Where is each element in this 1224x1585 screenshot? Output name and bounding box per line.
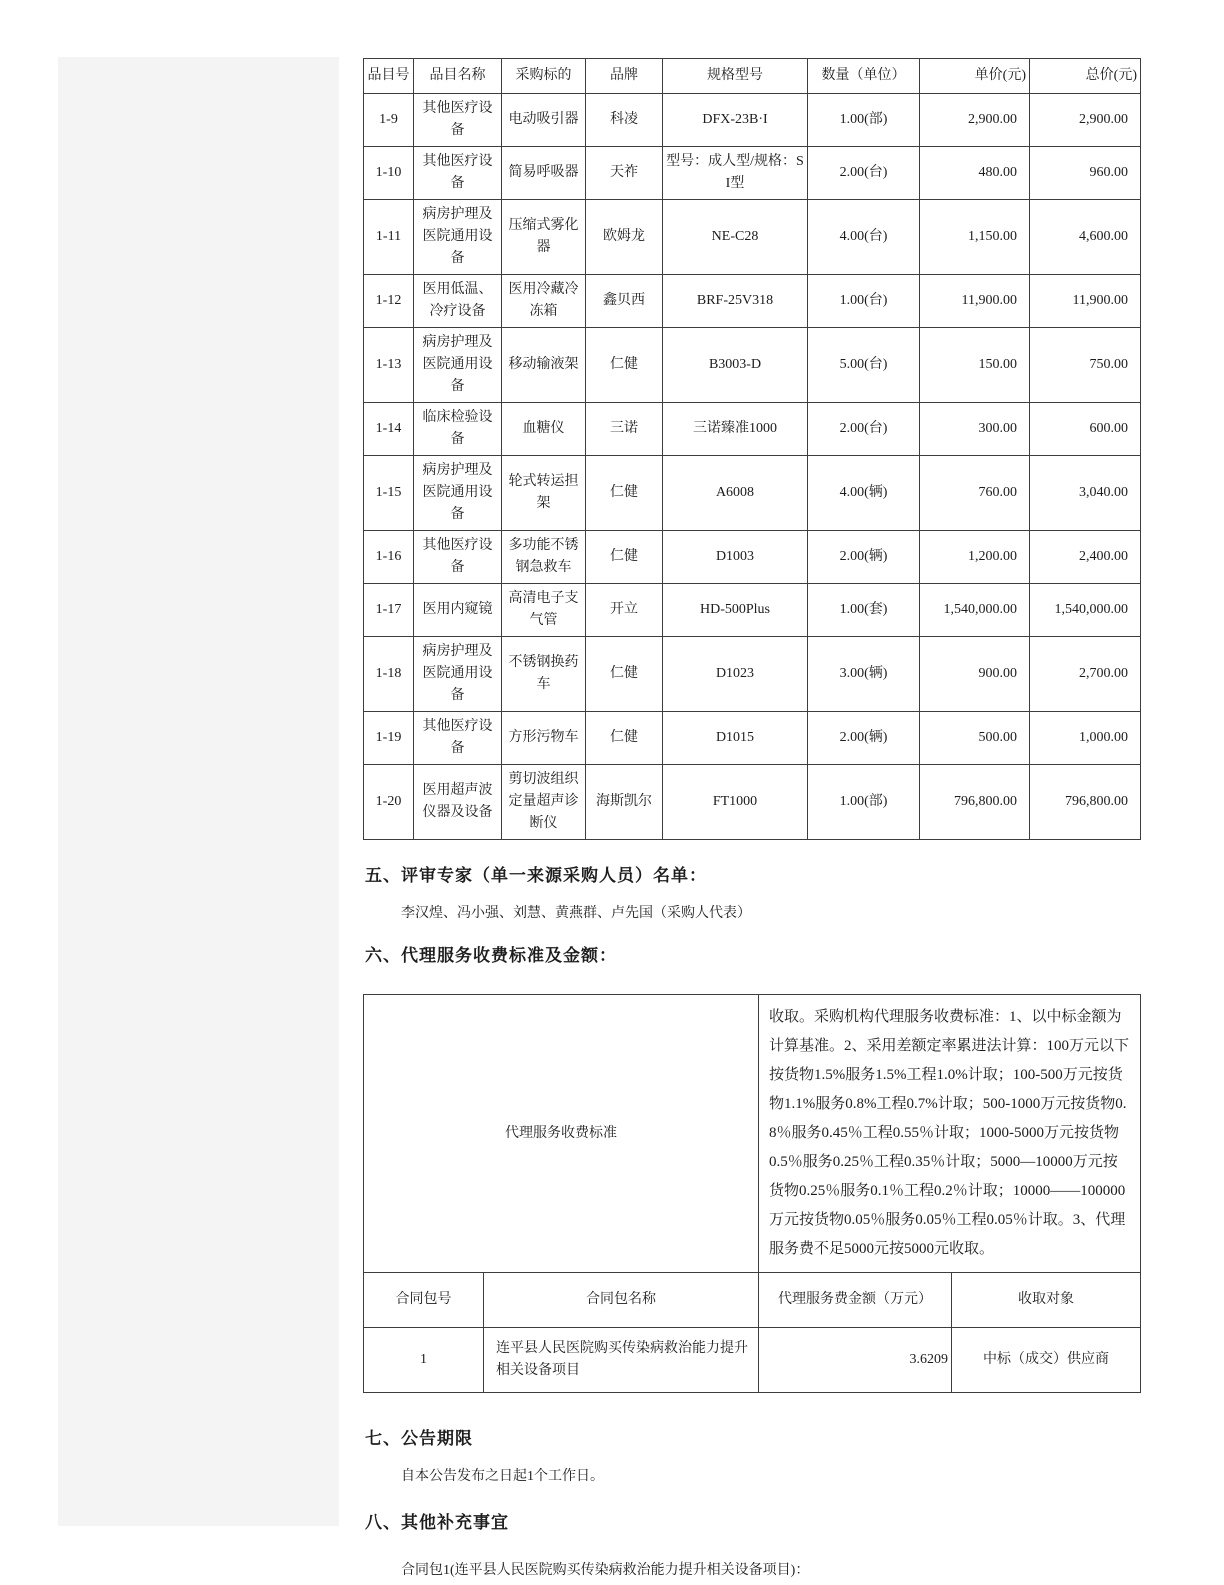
total-price-cell: 2,700.00 bbox=[1030, 637, 1141, 712]
brand-cell: 天祚 bbox=[586, 147, 663, 200]
brand-cell: 科凌 bbox=[586, 94, 663, 147]
fee-standard-row bbox=[364, 995, 1141, 1273]
column-header: 采购标的 bbox=[502, 59, 586, 94]
spec-model-cell: DFX-23B·I bbox=[663, 94, 808, 147]
column-header: 品目名称 bbox=[414, 59, 502, 94]
brand-cell: 仁健 bbox=[586, 712, 663, 765]
unit-price-cell: 11,900.00 bbox=[920, 275, 1030, 328]
spec-model-cell: FT1000 bbox=[663, 765, 808, 840]
announcement-period-text: 自本公告发布之日起1个工作日。 bbox=[401, 1469, 604, 1484]
item-no-cell: 1-17 bbox=[364, 584, 414, 637]
item-no-cell: 1-11 bbox=[364, 200, 414, 275]
fee-table-row bbox=[364, 1328, 1141, 1393]
item-no-cell: 1-16 bbox=[364, 531, 414, 584]
column-header: 规格型号 bbox=[663, 59, 808, 94]
total-price-cell: 1,540,000.00 bbox=[1030, 584, 1141, 637]
quantity-cell: 2.00(辆) bbox=[808, 712, 920, 765]
item-no-cell: 1-13 bbox=[364, 328, 414, 403]
column-header: 合同包号 bbox=[364, 1273, 484, 1328]
total-price-cell: 1,000.00 bbox=[1030, 712, 1141, 765]
item-name-cell: 医用内窥镜 bbox=[414, 584, 502, 637]
unit-price-cell: 500.00 bbox=[920, 712, 1030, 765]
spec-model-cell: 型号：成人型/规格：SI型 bbox=[663, 147, 808, 200]
table-row bbox=[364, 200, 1141, 275]
total-price-cell: 2,900.00 bbox=[1030, 94, 1141, 147]
procurement-target-cell: 简易呼吸器 bbox=[502, 147, 586, 200]
column-header: 数量（单位） bbox=[808, 59, 920, 94]
quantity-cell: 2.00(辆) bbox=[808, 531, 920, 584]
brand-cell: 仁健 bbox=[586, 456, 663, 531]
spec-model-cell: NE-C28 bbox=[663, 200, 808, 275]
procurement-target-cell: 移动输液架 bbox=[502, 328, 586, 403]
item-name-cell: 病房护理及医院通用设备 bbox=[414, 637, 502, 712]
item-no-cell: 1-14 bbox=[364, 403, 414, 456]
unit-price-cell: 796,800.00 bbox=[920, 765, 1030, 840]
quantity-cell: 4.00(辆) bbox=[808, 456, 920, 531]
spec-model-cell: D1015 bbox=[663, 712, 808, 765]
total-price-cell: 11,900.00 bbox=[1030, 275, 1141, 328]
item-name-cell: 其他医疗设备 bbox=[414, 94, 502, 147]
fee-standard-text-cell: 收取。采购机构代理服务收费标准：1、以中标金额为计算基准。2、采用差额定率累进法计算：100万元以下按货物1.5%服务1.5%工程1.0%计取；100-500万元按货物1.1%服务0.8%工程0.7%计取；500-1000万元按货物0.8％服务0.45％工程0.55％计取；1000-5000万元按货物0.5％服务0.25％工程0.35％计取；5000—10000万元按货物0.25％服务0.1％工程0.2％计取；10000——100000万元按货物0.05％服务0.05％工程0.05％计取。3、代理服务费不足5000元按5000元收取。 bbox=[759, 995, 1141, 1273]
item-no-cell: 1-9 bbox=[364, 94, 414, 147]
procurement-target-cell: 多功能不锈钢急救车 bbox=[502, 531, 586, 584]
spec-model-cell: HD-500Plus bbox=[663, 584, 808, 637]
total-price-cell: 3,040.00 bbox=[1030, 456, 1141, 531]
item-no-cell: 1-15 bbox=[364, 456, 414, 531]
table-row bbox=[364, 403, 1141, 456]
quantity-cell: 4.00(台) bbox=[808, 200, 920, 275]
procurement-target-cell: 剪切波组织定量超声诊断仪 bbox=[502, 765, 586, 840]
item-name-cell: 病房护理及医院通用设备 bbox=[414, 328, 502, 403]
table-row bbox=[364, 94, 1141, 147]
table-row bbox=[364, 531, 1141, 584]
procurement-target-cell: 电动吸引器 bbox=[502, 94, 586, 147]
experts-list: 李汉煌、冯小强、刘慧、黄燕群、卢先国（采购人代表） bbox=[401, 906, 751, 921]
column-header: 总价(元) bbox=[1030, 59, 1141, 94]
column-header: 合同包名称 bbox=[484, 1273, 759, 1328]
spec-model-cell: D1023 bbox=[663, 637, 808, 712]
quantity-cell: 5.00(台) bbox=[808, 328, 920, 403]
quantity-cell: 2.00(台) bbox=[808, 147, 920, 200]
left-gray-panel bbox=[58, 57, 339, 1526]
procurement-target-cell: 医用冷藏冷冻箱 bbox=[502, 275, 586, 328]
unit-price-cell: 900.00 bbox=[920, 637, 1030, 712]
section7-title: 七、公告期限 bbox=[365, 1429, 473, 1448]
table-row bbox=[364, 765, 1141, 840]
spec-model-cell: A6008 bbox=[663, 456, 808, 531]
brand-cell: 仁健 bbox=[586, 637, 663, 712]
table-row bbox=[364, 328, 1141, 403]
procurement-target-cell: 不锈钢换药车 bbox=[502, 637, 586, 712]
unit-price-cell: 300.00 bbox=[920, 403, 1030, 456]
item-no-cell: 1-19 bbox=[364, 712, 414, 765]
brand-cell: 仁健 bbox=[586, 531, 663, 584]
brand-cell: 鑫贝西 bbox=[586, 275, 663, 328]
spec-model-cell: 三诺臻准1000 bbox=[663, 403, 808, 456]
unit-price-cell: 1,200.00 bbox=[920, 531, 1030, 584]
total-price-cell: 2,400.00 bbox=[1030, 531, 1141, 584]
document-content bbox=[363, 58, 1140, 1581]
spec-model-cell: D1003 bbox=[663, 531, 808, 584]
item-name-cell: 其他医疗设备 bbox=[414, 147, 502, 200]
column-header: 单价(元) bbox=[920, 59, 1030, 94]
fee-amount-cell: 3.6209 bbox=[759, 1328, 952, 1393]
item-name-cell: 医用超声波仪器及设备 bbox=[414, 765, 502, 840]
table-row bbox=[364, 584, 1141, 637]
unit-price-cell: 2,900.00 bbox=[920, 94, 1030, 147]
brand-cell: 仁健 bbox=[586, 328, 663, 403]
total-price-cell: 796,800.00 bbox=[1030, 765, 1141, 840]
table-row bbox=[364, 275, 1141, 328]
fee-standard-label-cell: 代理服务收费标准 bbox=[364, 995, 759, 1273]
package-name-cell: 连平县人民医院购买传染病救治能力提升相关设备项目 bbox=[484, 1328, 759, 1393]
item-no-cell: 1-18 bbox=[364, 637, 414, 712]
payer-cell: 中标（成交）供应商 bbox=[952, 1328, 1141, 1393]
table-row bbox=[364, 712, 1141, 765]
item-name-cell: 临床检验设备 bbox=[414, 403, 502, 456]
total-price-cell: 750.00 bbox=[1030, 328, 1141, 403]
brand-cell: 开立 bbox=[586, 584, 663, 637]
column-header: 代理服务费金额（万元） bbox=[759, 1273, 952, 1328]
items-table bbox=[363, 58, 1141, 840]
spec-model-cell: B3003-D bbox=[663, 328, 808, 403]
unit-price-cell: 150.00 bbox=[920, 328, 1030, 403]
procurement-target-cell: 血糖仪 bbox=[502, 403, 586, 456]
section5-title: 五、评审专家（单一来源采购人员）名单： bbox=[365, 866, 707, 885]
brand-cell: 欧姆龙 bbox=[586, 200, 663, 275]
total-price-cell: 4,600.00 bbox=[1030, 200, 1141, 275]
table-row bbox=[364, 637, 1141, 712]
fee-table bbox=[363, 994, 1141, 1393]
procurement-target-cell: 高清电子支气管 bbox=[502, 584, 586, 637]
quantity-cell: 1.00(部) bbox=[808, 94, 920, 147]
total-price-cell: 600.00 bbox=[1030, 403, 1141, 456]
unit-price-cell: 1,150.00 bbox=[920, 200, 1030, 275]
item-name-cell: 病房护理及医院通用设备 bbox=[414, 456, 502, 531]
table-row bbox=[364, 456, 1141, 531]
unit-price-cell: 760.00 bbox=[920, 456, 1030, 531]
procurement-target-cell: 轮式转运担架 bbox=[502, 456, 586, 531]
item-name-cell: 病房护理及医院通用设备 bbox=[414, 200, 502, 275]
total-price-cell: 960.00 bbox=[1030, 147, 1141, 200]
quantity-cell: 1.00(部) bbox=[808, 765, 920, 840]
quantity-cell: 1.00(台) bbox=[808, 275, 920, 328]
item-name-cell: 医用低温、冷疗设备 bbox=[414, 275, 502, 328]
brand-cell: 三诺 bbox=[586, 403, 663, 456]
unit-price-cell: 1,540,000.00 bbox=[920, 584, 1030, 637]
section6-title: 六、代理服务收费标准及金额： bbox=[365, 946, 617, 965]
column-header: 收取对象 bbox=[952, 1273, 1141, 1328]
quantity-cell: 1.00(套) bbox=[808, 584, 920, 637]
quantity-cell: 3.00(辆) bbox=[808, 637, 920, 712]
item-name-cell: 其他医疗设备 bbox=[414, 531, 502, 584]
spec-model-cell: BRF-25V318 bbox=[663, 275, 808, 328]
item-no-cell: 1-10 bbox=[364, 147, 414, 200]
fee-table-header-row bbox=[364, 1273, 1141, 1328]
brand-cell: 海斯凯尔 bbox=[586, 765, 663, 840]
items-table-header-row bbox=[364, 59, 1141, 94]
column-header: 品目号 bbox=[364, 59, 414, 94]
item-no-cell: 1-20 bbox=[364, 765, 414, 840]
procurement-target-cell: 方形污物车 bbox=[502, 712, 586, 765]
section8-title: 八、其他补充事宜 bbox=[365, 1513, 509, 1532]
package1-note: 合同包1(连平县人民医院购买传染病救治能力提升相关设备项目)： bbox=[401, 1563, 810, 1578]
table-row bbox=[364, 147, 1141, 200]
unit-price-cell: 480.00 bbox=[920, 147, 1030, 200]
items-table-body bbox=[364, 94, 1141, 840]
package-no-cell: 1 bbox=[364, 1328, 484, 1393]
item-no-cell: 1-12 bbox=[364, 275, 414, 328]
item-name-cell: 其他医疗设备 bbox=[414, 712, 502, 765]
procurement-target-cell: 压缩式雾化器 bbox=[502, 200, 586, 275]
column-header: 品牌 bbox=[586, 59, 663, 94]
quantity-cell: 2.00(台) bbox=[808, 403, 920, 456]
